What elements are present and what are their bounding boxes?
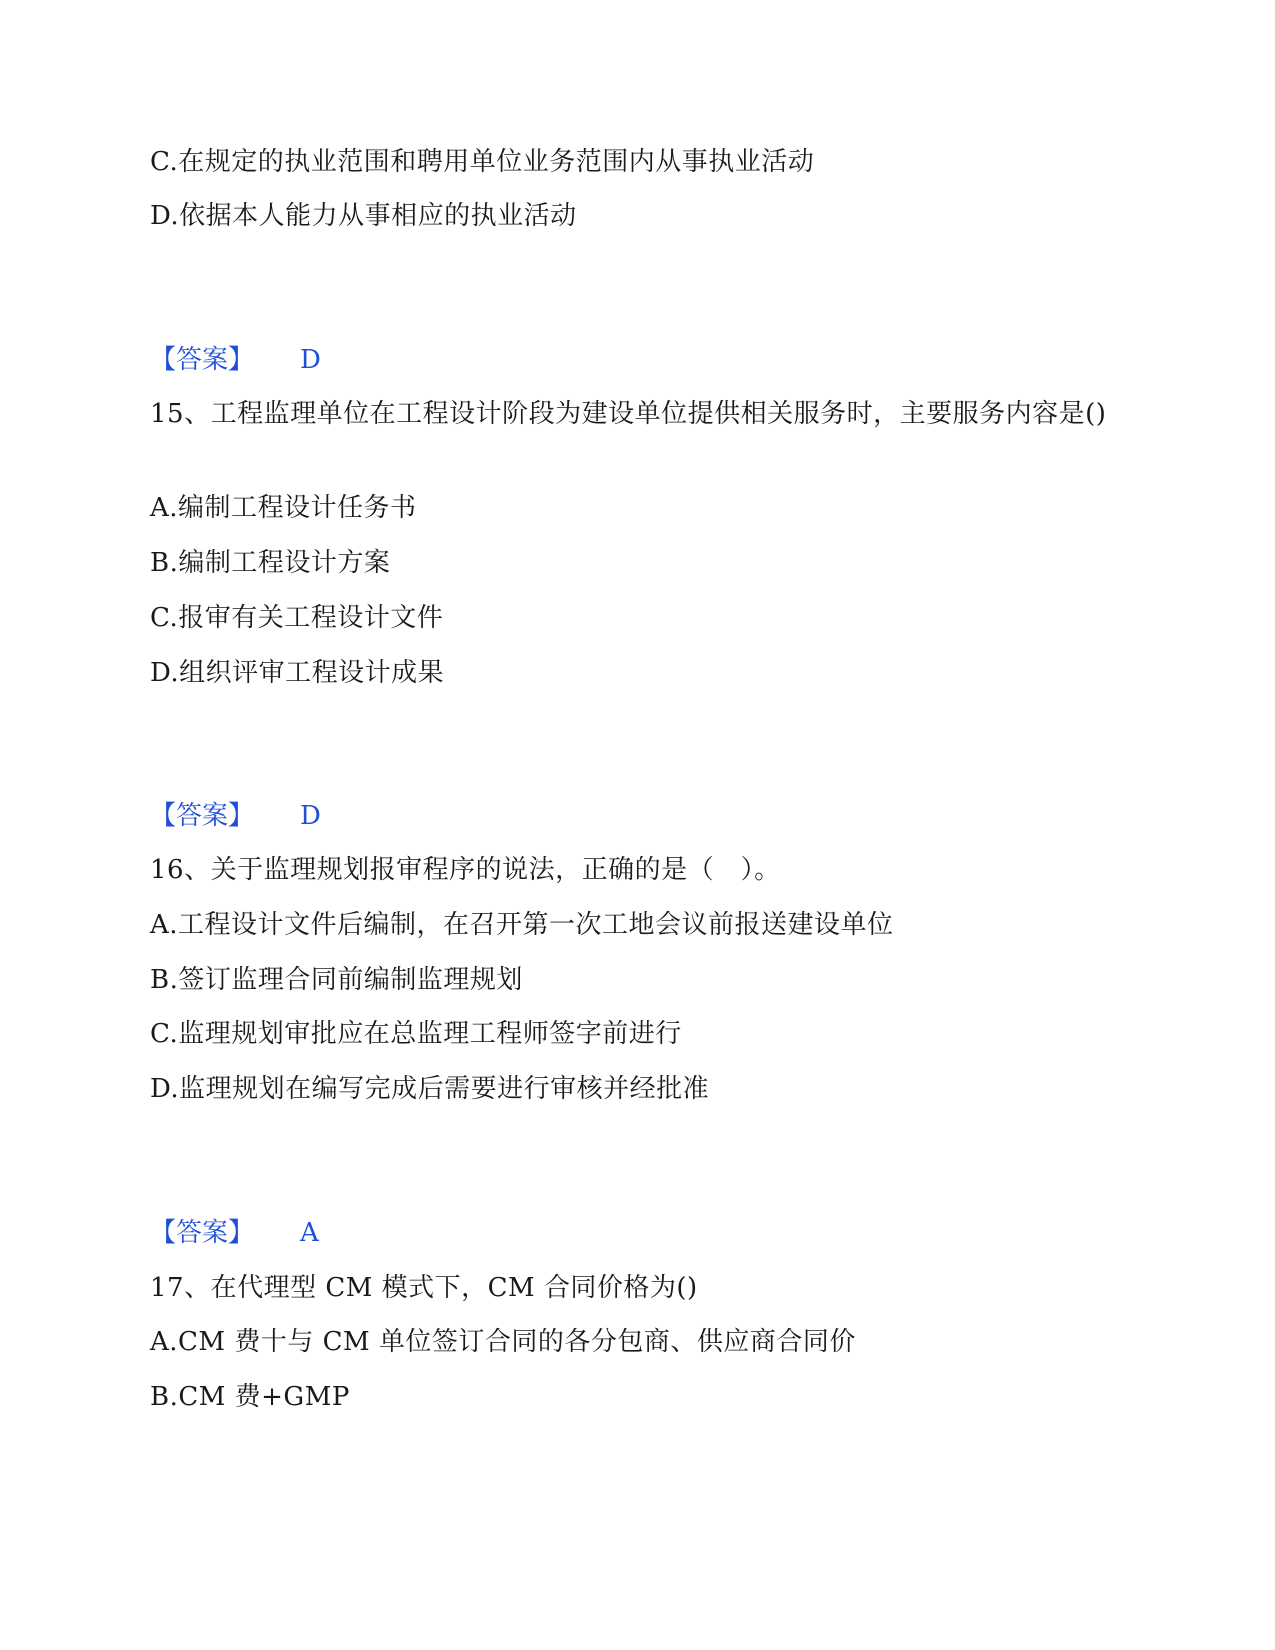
answer-16 xyxy=(150,1215,319,1251)
q16-option-a: A.工程设计文件后编制，在召开第一次工地会议前报送建设单位 xyxy=(150,910,894,940)
q16-option-b: B.签订监理合同前编制监理规划 xyxy=(150,965,523,995)
q17-stem: 17、在代理型 CM 模式下，CM 合同价格为() xyxy=(150,1273,698,1303)
answer-tag: 【答案】 xyxy=(150,1218,255,1248)
answer-14 xyxy=(150,342,321,378)
q14-option-d: D.依据本人能力从事相应的执业活动 xyxy=(150,201,577,231)
q15-option-d: D.组织评审工程设计成果 xyxy=(150,658,445,688)
answer-tag: 【答案】 xyxy=(150,345,255,375)
q16-stem: 16、关于监理规划报审程序的说法，正确的是（ ）。 xyxy=(150,855,781,885)
q15-option-c: C.报审有关工程设计文件 xyxy=(150,603,444,633)
q15-option-a: A.编制工程设计任务书 xyxy=(150,493,417,523)
q17-option-b: B.CM 费+GMP xyxy=(150,1382,350,1412)
answer-value: D xyxy=(300,345,321,375)
q16-option-d: D.监理规划在编写完成后需要进行审核并经批准 xyxy=(150,1074,710,1104)
q16-option-c: C.监理规划审批应在总监理工程师签字前进行 xyxy=(150,1019,682,1049)
q17-option-a: A.CM 费十与 CM 单位签订合同的各分包商、供应商合同价 xyxy=(150,1327,856,1357)
q15-stem: 15、工程监理单位在工程设计阶段为建设单位提供相关服务时，主要服务内容是() xyxy=(150,399,1107,429)
q15-option-b: B.编制工程设计方案 xyxy=(150,548,391,578)
answer-value: D xyxy=(300,801,321,831)
answer-tag: 【答案】 xyxy=(150,801,255,831)
answer-value: A xyxy=(300,1218,319,1248)
q14-option-c: C.在规定的执业范围和聘用单位业务范围内从事执业活动 xyxy=(150,147,815,177)
answer-15 xyxy=(150,798,321,834)
